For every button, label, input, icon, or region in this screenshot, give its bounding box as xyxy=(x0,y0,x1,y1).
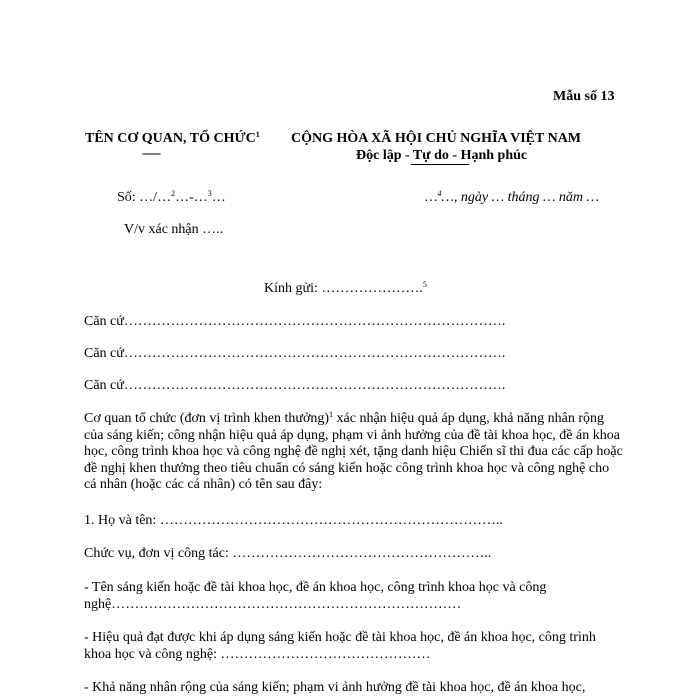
initiative-scope-item: - Khả năng nhân rộng của sáng kiến; phạm vi ảnh hưởng đề tài khoa học, đề án khoa học, xyxy=(84,680,586,695)
intro-text-b: xác nhận hiệu quả áp dụng, khả năng nhân rộng của sáng kiến; công nhận hiệu quả áp dụng, phạm vi ảnh hưởng của đề tài khoa học, đề án khoa học, công trình khoa học và công nghệ đề nghị xét, tặng danh hiệu Chiến sĩ thi đua các cấp hoặc đề nghị khen thưởng theo tiêu chuẩn có sáng kiến hoặc công trình khoa học và công nghệ cho cá nhân (hoặc các cá nhân) có tên sau đây: xyxy=(84,411,623,492)
organization-underline: ------ xyxy=(142,146,160,160)
footnote-marker-1: 1 xyxy=(255,130,260,139)
document-number-part-c: … xyxy=(211,190,226,205)
place-part-a: … xyxy=(425,190,438,205)
place-and-date xyxy=(425,190,599,206)
name-field-line: 1. Họ và tên: ……………………………………………………………….. xyxy=(84,513,503,528)
footnote-marker-3: 3 xyxy=(207,189,212,198)
footnote-marker-4: 4 xyxy=(437,189,442,198)
recipient-line xyxy=(264,281,427,297)
intro-paragraph xyxy=(84,411,624,494)
initiative-effect-item: - Hiệu quả đạt được khi áp dụng sáng kiến hoặc đề tài khoa học, đề án khoa học, công trình khoa học và công nghệ: ……………………………………… xyxy=(84,630,596,662)
footnote-marker-2: 2 xyxy=(171,189,176,198)
footnote-marker-intro: 1 xyxy=(329,410,334,419)
organization-name xyxy=(85,131,260,147)
initiative-title-item: - Tên sáng kiến hoặc đề tài khoa học, đề án khoa học, công trình khoa học và công nghệ………………………………………………………………… xyxy=(84,580,547,612)
footnote-marker-5: 5 xyxy=(422,280,427,289)
organization-name-text: TÊN CƠ QUAN, TỔ CHỨC xyxy=(85,131,256,146)
subject-line: V/v xác nhận ….. xyxy=(124,222,224,237)
document-number-part-a: Số: …/… xyxy=(117,190,172,205)
legal-basis-3: Căn cứ………………………………………………………………………. xyxy=(84,378,506,393)
document-number xyxy=(117,190,226,206)
form-number: Mẫu số 13 xyxy=(553,89,615,104)
date-text: …, ngày … tháng … năm … xyxy=(441,190,599,205)
legal-basis-1: Căn cứ………………………………………………………………………. xyxy=(84,314,506,329)
national-title: CỘNG HÒA XÃ HỘI CHỦ NGHĨA VIỆT NAM xyxy=(291,131,582,146)
position-field-line: Chức vụ, đơn vị công tác: ……………………………………………….. xyxy=(84,546,492,561)
motto-underline xyxy=(411,164,469,165)
recipient-text: Kính gửi: …………………. xyxy=(264,281,423,296)
intro-text-a: Cơ quan tổ chức (đơn vị trình khen thưởng) xyxy=(84,411,330,426)
legal-basis-2: Căn cứ………………………………………………………………………. xyxy=(84,346,506,361)
document-number-part-b: …-… xyxy=(175,190,208,205)
national-motto: Độc lập - Tự do - Hạnh phúc xyxy=(356,148,528,163)
